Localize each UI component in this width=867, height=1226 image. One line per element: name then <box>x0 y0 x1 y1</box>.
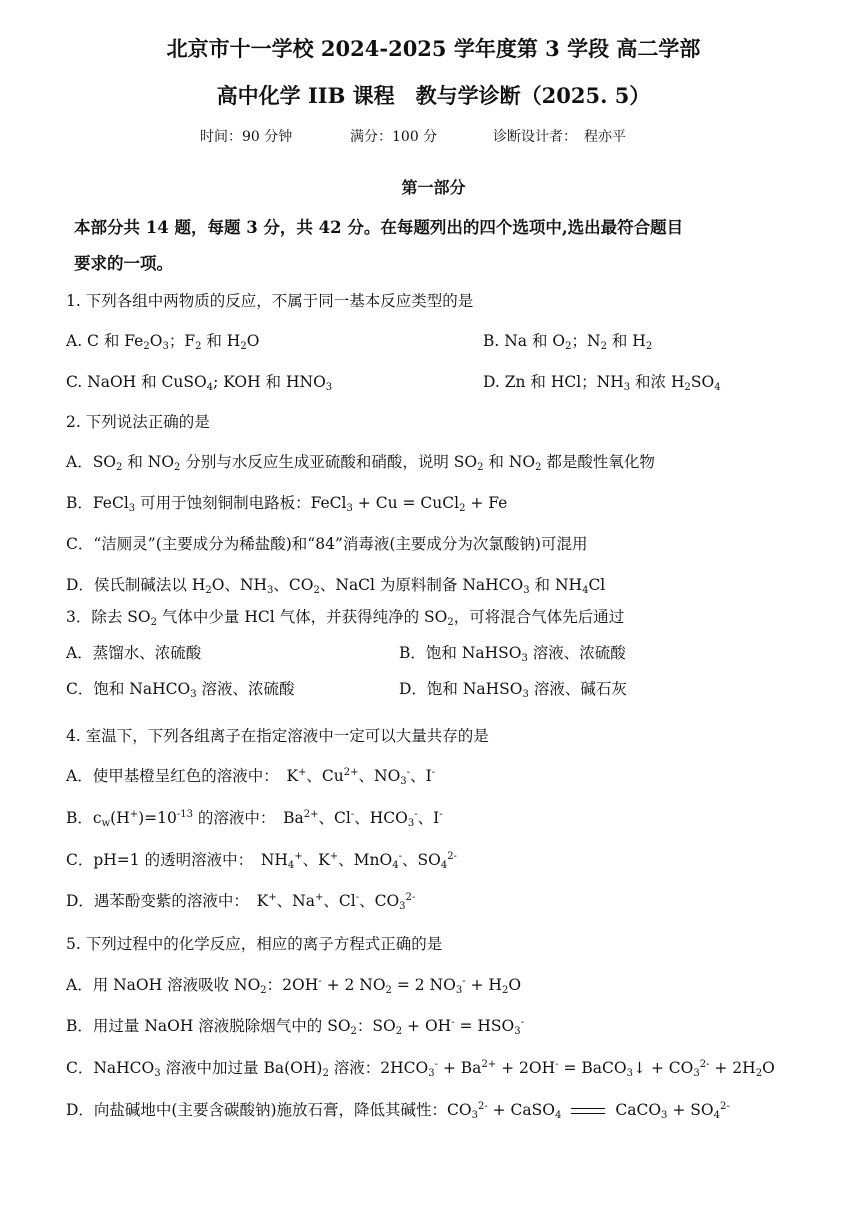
option-c[interactable]: C. NaOH 和 CuSO$_4$; KOH 和 $HNO_3$ <box>66 373 333 393</box>
option-a[interactable]: A．蒸馏水、浓硫酸 <box>66 644 202 662</box>
option-b[interactable]: B. Na 和 $O_2$；$N_2$ 和 $H_2$ <box>483 332 653 352</box>
option-b[interactable]: B．饱和 NaHSO$_3$ 溶液、浓硫酸 <box>399 644 626 664</box>
exam-time: 时间：90 分钟 <box>200 129 293 145</box>
question-stem: 5. 下列过程中的化学反应，相应的离子方程式正确的是 <box>66 935 443 953</box>
question-stem: 2. 下列说法正确的是 <box>66 413 210 431</box>
option-b[interactable]: B．FeCl$_3$ 可用于蚀刻铜制电路板：FeCl$_3$ + Cu = CuCl$_2$ + Fe <box>66 494 508 514</box>
option-a[interactable]: A．使甲基橙呈红色的溶液中： K+、$Cu^{2+}$、$NO_3^-$、I- <box>66 767 436 787</box>
section-intro-cont: 要求的一项。 <box>74 254 173 273</box>
option-a[interactable]: A．$SO_2$ 和 $NO_2$ 分别与水反应生成亚硫酸和硝酸，说明 $SO_2$ 和 $NO_2$ 都是酸性氧化物 <box>66 453 655 473</box>
question-stem: 1. 下列各组中两物质的反应，不属于同一基本反应类型的是 <box>66 292 474 310</box>
option-d[interactable]: D．遇苯酚变紫的溶液中： K+、Na+、Cl-、$CO_3^{2-}$ <box>66 892 416 912</box>
exam-subtitle: 高中化学 IIB 课程 教与学诊断（2025. 5） <box>216 83 651 108</box>
option-c[interactable]: C．pH=1 的透明溶液中： $NH_4^+$、K+、MnO$_4$-、$SO_4^{2-}$ <box>66 851 457 871</box>
option-d[interactable] <box>66 1098 730 1120</box>
option-d[interactable]: D．侯氏制碱法以 $H_2O$、$NH_3$、$CO_2$、NaCl 为原料制备 NaHCO$_3$ 和 $NH_4Cl$ <box>66 576 606 596</box>
option-b[interactable]: B．$c_w(H^+)=10^{-13}$ 的溶液中： $Ba^{2+}$、Cl-、$HCO_3^-$、I- <box>66 809 443 829</box>
option-d-rhs: CaCO$_3$ + $SO_4^{2-}$ <box>615 1101 730 1121</box>
option-a[interactable]: A．用 NaOH 溶液吸收 $NO_2$：2OH- + 2 $NO_2 = 2$ $NO_3^- + H_2O$ <box>66 976 522 996</box>
question-stem: 4. 室温下，下列各组离子在指定溶液中一定可以大量共存的是 <box>66 727 489 745</box>
exam-score: 满分：100 分 <box>350 129 438 145</box>
option-a[interactable]: A. C 和 $Fe_2O_3$；$F_2$ 和 $H_2O$ <box>66 332 260 352</box>
option-c[interactable]: C．“洁厕灵”(主要成分为稀盐酸)和“84”消毒液(主要成分为次氯酸钠)可混用 <box>66 535 588 553</box>
option-d[interactable]: D．饱和 NaHSO$_3$ 溶液、碱石灰 <box>399 680 627 700</box>
section-intro: 本部分共 14 题，每题 3 分，共 42 分。在每题列出的四个选项中,选出最符合题目 <box>74 218 684 237</box>
option-c[interactable]: C．NaHCO$_3$ 溶液中加过量 $Ba(OH)_2$ 溶液：$2HCO_3^- + Ba^{2+} + 2OH^-$ = BaCO$_3$↓ + $CO_3^{2-} + 2H_2O$ <box>66 1059 775 1079</box>
equilibrium-arrow-icon <box>571 1106 605 1116</box>
option-b[interactable]: B．用过量 NaOH 溶液脱除烟气中的 $SO_2$：$SO_2 + OH^- = HSO_3^-$ <box>66 1017 525 1037</box>
option-c[interactable]: C．饱和 NaHCO$_3$ 溶液、浓硫酸 <box>66 680 295 700</box>
exam-title: 北京市十一学校 2024-2025 学年度第 3 学段 高二学部 <box>166 36 701 61</box>
section-title: 第一部分 <box>401 178 466 197</box>
option-d[interactable]: D. Zn 和 HCl；$NH_3$ 和浓 $H_2SO_4$ <box>483 373 721 393</box>
exam-designer: 诊断设计者： 程亦平 <box>493 129 626 145</box>
question-stem: 3．除去 $SO_2$ 气体中少量 HCl 气体，并获得纯净的 $SO_2$，可将混合气体先后通过 <box>66 608 625 628</box>
option-d-lhs: D．向盐碱地中(主要含碳酸钠)施放石膏，降低其碱性：$CO_3^{2-}$ + CaSO$_4$ <box>66 1101 562 1121</box>
